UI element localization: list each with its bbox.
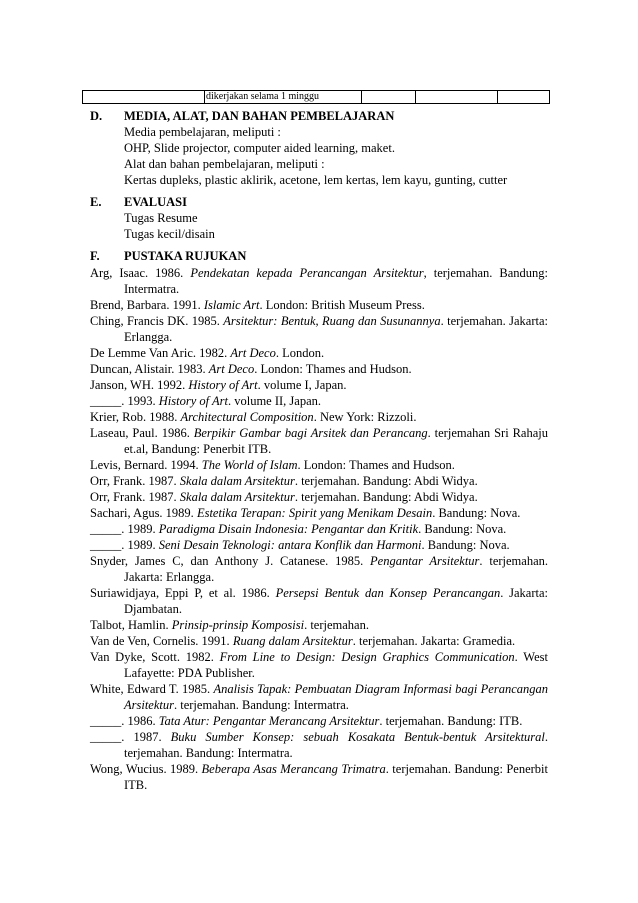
reference-title: Tata Atur: Pengantar Merancang Arsitektur [158, 714, 380, 728]
section-media [90, 108, 550, 187]
reference-publisher: . volume II, Japan. [227, 394, 322, 408]
section-line: Media pembelajaran, meliputi : [124, 125, 281, 139]
reference-publisher: , terjemahan. Bandung: Intermatra. [124, 266, 548, 296]
reference-item [90, 617, 548, 633]
table-cell [361, 91, 416, 103]
reference-author: _____. 1986. [90, 714, 159, 728]
reference-item [90, 457, 548, 473]
reference-item [90, 553, 548, 585]
reference-publisher: . terjemahan. Bandung: Abdi Widya. [294, 490, 478, 504]
reference-item [90, 585, 548, 617]
reference-title: Ruang dalam Arsitektur [232, 634, 353, 648]
reference-author: Krier, Rob. 1988. [90, 410, 181, 424]
reference-title: Skala dalam Arsitektur [179, 490, 295, 504]
reference-author: Van Dyke, Scott. 1982. [90, 650, 220, 664]
reference-author: White, Edward T. 1985. [90, 682, 214, 696]
reference-publisher: . terjemahan. [304, 618, 369, 632]
section-title: EVALUASI [124, 195, 187, 209]
reference-item [90, 361, 548, 377]
reference-title: Analisis Tapak: Pembuatan Diagram Informasi bagi Perancangan Arsitektur [124, 682, 548, 712]
reference-publisher: . Bandung: Nova. [432, 506, 521, 520]
reference-title: Beberapa Asas Merancang Trimatra [201, 762, 386, 776]
section-letter: E. [90, 195, 102, 209]
reference-publisher: . Bandung: Nova. [421, 538, 510, 552]
reference-author: Ching, Francis DK. 1985. [90, 314, 224, 328]
duration-text: dikerjakan selama 1 minggu [206, 91, 320, 102]
reference-item [90, 633, 548, 649]
reference-publisher: . volume I, Japan. [257, 378, 347, 392]
reference-author: Levis, Bernard. 1994. [90, 458, 202, 472]
reference-author: Snyder, James C, dan Anthony J. Catanese. 1985. [90, 554, 371, 568]
section-line: OHP, Slide projector, computer aided learning, maket. [124, 141, 395, 155]
section-pustaka [90, 248, 550, 264]
reference-author: _____. 1987. [90, 730, 171, 744]
reference-item [90, 313, 548, 345]
reference-title: Architectural Composition [180, 410, 314, 424]
reference-publisher: . terjemahan. Jakarta: Erlangga. [124, 314, 548, 344]
reference-title: Art Deco [230, 346, 276, 360]
reference-title: From Line to Design: Design Graphics Communication [219, 650, 515, 664]
reference-item [90, 297, 548, 313]
section-evaluasi [90, 194, 550, 242]
reference-item [90, 713, 548, 729]
reference-item [90, 489, 548, 505]
table-cell [83, 91, 205, 103]
reference-publisher: . Bandung: Nova. [418, 522, 507, 536]
reference-publisher: . Jakarta: Djambatan. [124, 586, 549, 616]
reference-title: Persepsi Bentuk dan Konsep Perancangan [275, 586, 501, 600]
reference-title: Estetika Terapan: Spirit yang Menikam Desain [196, 506, 433, 520]
reference-publisher: . terjemahan. Jakarta: Gramedia. [352, 634, 516, 648]
reference-title: Skala dalam Arsitektur [179, 474, 295, 488]
reference-title: Islamic Art [203, 298, 260, 312]
reference-item [90, 345, 548, 361]
reference-item [90, 377, 548, 393]
reference-publisher: . terjemahan. Bandung: Abdi Widya. [294, 474, 478, 488]
reference-author: Orr, Frank. 1987. [90, 474, 180, 488]
reference-item [90, 409, 548, 425]
section-letter: F. [90, 249, 100, 263]
reference-title: Buku Sumber Konsep: sebuah Kosakata Bentuk-bentuk Arsitektural [170, 730, 545, 744]
reference-item [90, 505, 548, 521]
reference-publisher: . London: Thames and Hudson. [297, 458, 455, 472]
reference-author: Brend, Barbara. 1991. [90, 298, 204, 312]
reference-author: _____. 1989. [90, 522, 159, 536]
section-letter: D. [90, 109, 103, 123]
reference-author: Sachari, Agus. 1989. [90, 506, 197, 520]
reference-author: Duncan, Alistair. 1983. [90, 362, 209, 376]
reference-item [90, 761, 548, 793]
reference-title: The World of Islam [201, 458, 298, 472]
reference-item [90, 265, 548, 297]
table-cell [415, 91, 498, 103]
reference-title: Berpikir Gambar bagi Arsitek dan Perancang [193, 426, 428, 440]
section-title: PUSTAKA RUJUKAN [124, 249, 247, 263]
reference-item [90, 729, 548, 761]
reference-title: Seni Desain Teknologi: antara Konflik dan Harmoni [158, 538, 422, 552]
reference-author: _____. 1989. [90, 538, 159, 552]
reference-publisher: . London: British Museum Press. [259, 298, 425, 312]
reference-title: Pendekatan kepada Perancangan Arsitektur [190, 266, 424, 280]
section-title: MEDIA, ALAT, DAN BAHAN PEMBELAJARAN [124, 109, 395, 123]
reference-publisher: . London: Thames and Hudson. [254, 362, 412, 376]
reference-author: Suriawidjaya, Eppi P, et al. 1986. [90, 586, 276, 600]
reference-publisher: . terjemahan. Bandung: Intermatra. [174, 698, 349, 712]
reference-item [90, 393, 548, 409]
reference-list [90, 265, 548, 793]
reference-author: Laseau, Paul. 1986. [90, 426, 194, 440]
section-line: Tugas Resume [124, 211, 198, 225]
reference-author: _____. 1993. [90, 394, 159, 408]
reference-author: Van de Ven, Cornelis. 1991. [90, 634, 233, 648]
section-line: Kertas dupleks, plastic aklirik, acetone, lem kertas, lem kayu, gunting, cutter [124, 173, 508, 187]
reference-publisher: . London. [275, 346, 325, 360]
reference-title: History of Art [188, 378, 258, 392]
reference-author: De Lemme Van Aric. 1982. [90, 346, 231, 360]
reference-item [90, 425, 548, 457]
section-line: Tugas kecil/disain [124, 227, 215, 241]
reference-item [90, 521, 548, 537]
reference-publisher: . New York: Rizzoli. [313, 410, 417, 424]
reference-author: Orr, Frank. 1987. [90, 490, 180, 504]
reference-item [90, 537, 548, 553]
reference-publisher: . terjemahan. Bandung: Penerbit ITB. [124, 762, 548, 792]
reference-publisher: . West Lafayette: PDA Publisher. [124, 650, 548, 680]
reference-title: Arsitektur: Bentuk, Ruang dan Susunannya [223, 314, 441, 328]
reference-title: Prinsip-prinsip Komposisi [171, 618, 305, 632]
reference-publisher: . terjemahan. Bandung: ITB. [379, 714, 523, 728]
reference-publisher: . terjemahan. Bandung: Intermatra. [124, 730, 549, 760]
section-line: Alat dan bahan pembelajaran, meliputi : [124, 157, 325, 171]
reference-publisher: . terjemahan Sri Rahaju et.al, Bandung: Penerbit ITB. [124, 426, 548, 456]
reference-author: Wong, Wucius. 1989. [90, 762, 202, 776]
reference-publisher: . terjemahan. Jakarta: Erlangga. [124, 554, 548, 584]
reference-item [90, 473, 548, 489]
reference-author: Talbot, Hamlin. [90, 618, 172, 632]
schedule-table-row [82, 90, 550, 104]
reference-author: Janson, WH. 1992. [90, 378, 189, 392]
reference-item [90, 649, 548, 681]
table-cell-duration [204, 91, 362, 103]
reference-title: Paradigma Disain Indonesia: Pengantar dan Kritik [158, 522, 419, 536]
reference-title: Art Deco [208, 362, 255, 376]
reference-author: Arg, Isaac. 1986. [90, 266, 191, 280]
reference-title: Pengantar Arsitektur [370, 554, 480, 568]
reference-title: History of Art [158, 394, 228, 408]
reference-item [90, 681, 548, 713]
